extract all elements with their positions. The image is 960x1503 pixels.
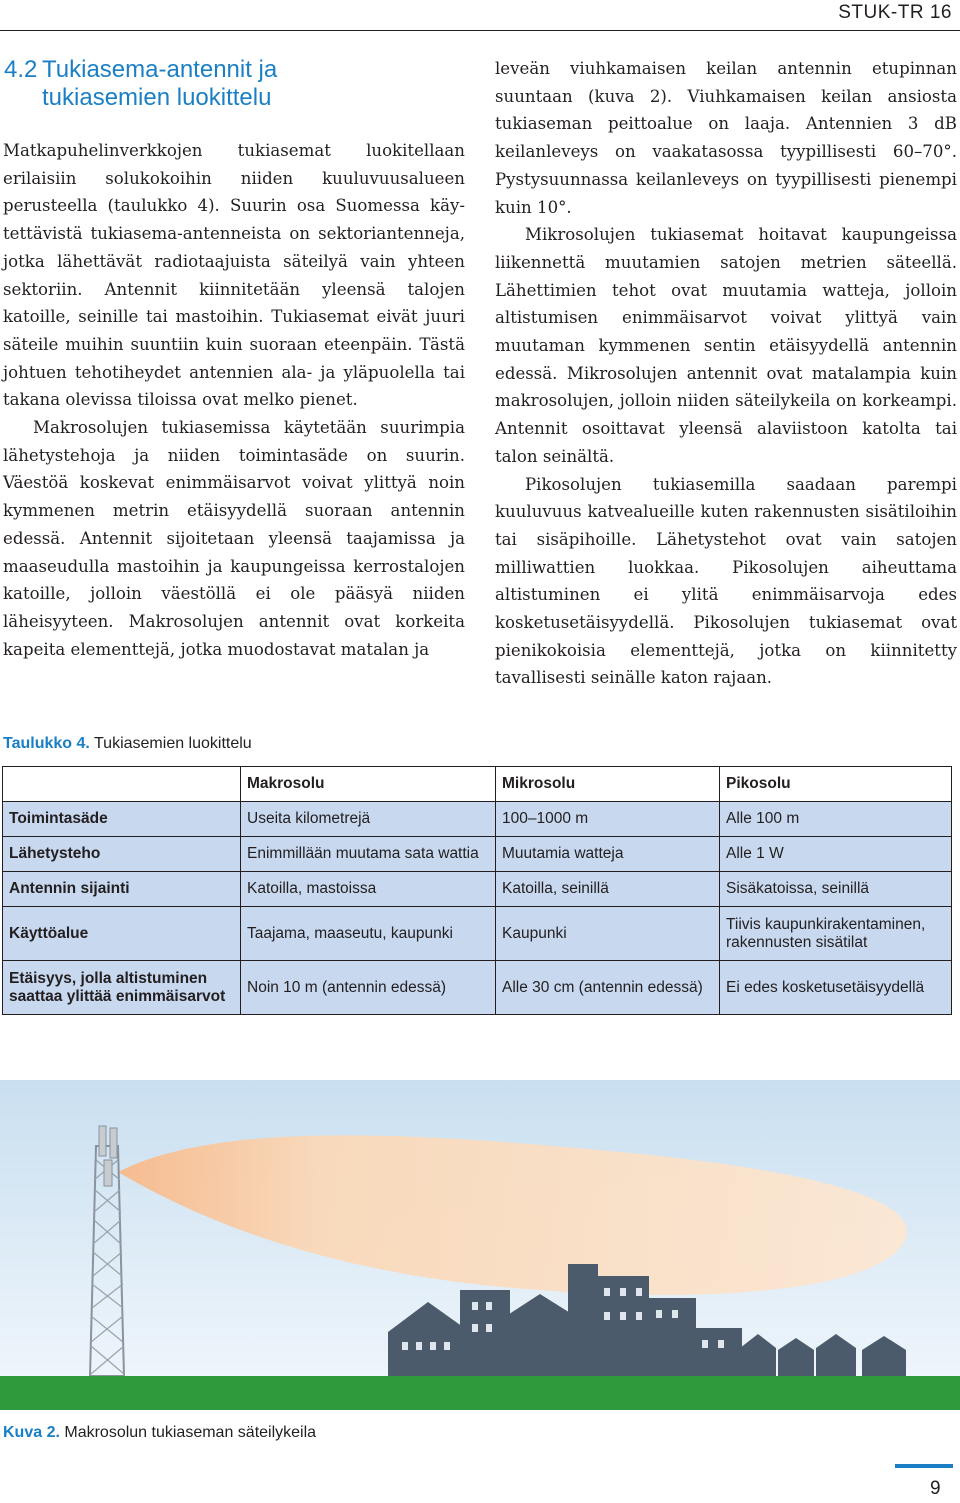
document-code: STUK-TR 16 bbox=[838, 2, 952, 23]
table-cell: Noin 10 m (antennin edessä) bbox=[241, 961, 496, 1015]
cell-classification-table bbox=[2, 766, 952, 1015]
table-cell: Taajama, maaseutu, kaupunki bbox=[241, 907, 496, 961]
figure-caption-text: Makrosolun tukiaseman säteilykeila bbox=[64, 1424, 317, 1441]
section-title-line1: Tukiasema-antennit ja bbox=[42, 56, 278, 83]
macro-cell-beam-illustration bbox=[0, 1080, 960, 1410]
table-cell: 100–1000 m bbox=[496, 802, 720, 837]
table-row-header: Etäisyys, jolla altistuminen saattaa ylittää enimmäisarvot bbox=[3, 961, 241, 1015]
paragraph: Pikosolujen tukiasemilla saadaan parempi kuuluvuus katvealueille kuten rakennusten sisätiloihin tai sisäpihoille. Lähetystehot ovat vain satojen milliwattien luokkaa. Pikosolujen aiheuttama altistuminen ei ylitä enimmäisarvoja edes kosketusetäisyydellä. Pikosolujen tukiasemat ovat pienikokoisia elementtejä, jotka on kiinnitetty tavallisesti seinälle katon rajaan. bbox=[495, 474, 957, 688]
table-row-header: Antennin sijainti bbox=[3, 872, 241, 907]
table-cell: Useita kilometrejä bbox=[241, 802, 496, 837]
table-cell: Kaupunki bbox=[496, 907, 720, 961]
paragraph: Mikrosolujen tukiasemat hoitavat kaupungeissa liikennettä muutamien satojen metrien säteellä. Lähettimien tehot ovat muutamia watteja, jolloin altistumisen enimmäisarvot voivat ylittyä vain muutaman kymmenen sentin etäisyydellä antennin edessä. Mikrosolujen antennit ovat matalampia kuin makrosolujen, jolloin niiden säteilykeila on korkeampi. Antennit osoittavat yleensä alaviistoon katolta tai talon seinältä. bbox=[495, 225, 957, 466]
ground bbox=[0, 1376, 960, 1410]
section-title bbox=[4, 56, 444, 112]
figure-caption-label: Kuva 2. bbox=[3, 1424, 60, 1441]
table-caption-label: Taulukko 4. bbox=[3, 735, 90, 752]
table-row-header: Lähetysteho bbox=[3, 837, 241, 872]
table-header-cell: Mikrosolu bbox=[496, 767, 720, 802]
section-title-line2: tukiasemien luokittelu bbox=[42, 84, 272, 111]
page-number-rule bbox=[895, 1464, 953, 1468]
table-cell: Alle 30 cm (antennin edessä) bbox=[496, 961, 720, 1015]
table-cell: Katoilla, seinillä bbox=[496, 872, 720, 907]
section-number: 4.2 bbox=[4, 56, 38, 83]
table-row bbox=[3, 872, 952, 907]
table-row-header: Toimintasäde bbox=[3, 802, 241, 837]
table-header-row bbox=[3, 767, 952, 802]
header-rule bbox=[0, 30, 960, 31]
table-row bbox=[3, 961, 952, 1015]
table-cell: Sisäkatoissa, seinillä bbox=[720, 872, 952, 907]
paragraph: Makrosolujen tukiasemissa käytetään suurimpia lähetystehoja ja niiden toimintasäde on suurin. Väestöä koskevat enimmäisarvot voivat ylittyä noin kymmenen metrin etäisyydellä suoraan antennin edessä. Antennit sijoitetaan yleensä taajamissa ja maaseudulla mastoihin ja kaupungeissa kerrostalojen katoille, jolloin väestöllä ei ole pääsyä niiden läheisyyteen. Makrosolujen antennit ovat korkeita kapeita elementtejä, jotka muodostavat matalan ja bbox=[3, 418, 465, 659]
table-cell: Alle 1 W bbox=[720, 837, 952, 872]
table-row bbox=[3, 907, 952, 961]
paragraph: Matkapuhelinverkkojen tukiasemat luokitellaan erilaisiin solukokoihin niiden kuuluvuusalueen perusteella (taulukko 4). Suurin osa Suomessa käytettävistä tukiasema-antenneista on sektoriantenneja, jotka lähettävät radiotaajuista säteilyä vain yhteen sektoriin. Antennit kiinnitetään yleensä talojen katoille, seinille tai mastoihin. Tukiasemat eivät juuri säteile muihin suuntiin kuin suoraan eteenpäin. Tästä johtuen tehotiheydet antennien ala- ja yläpuolella tai takana olevissa tiloissa ovat melko pienet. bbox=[3, 141, 465, 410]
paragraph: leveän viuhkamaisen keilan antennin etupinnan suuntaan (kuva 2). Viuhkamaisen keilan ansiosta tukiaseman peittoalue on laaja. Antennien 3 dB keilanleveys on vaakatasossa tyypillisesti 60–70°. Pystysuunnassa keilanleveys on tyypillisesti pienempi kuin 10°. bbox=[495, 59, 957, 217]
table-cell: Alle 100 m bbox=[720, 802, 952, 837]
table-cell: Ei edes kosketusetäisyydellä bbox=[720, 961, 952, 1015]
table-cell: Muutamia watteja bbox=[496, 837, 720, 872]
table-header-cell bbox=[3, 767, 241, 802]
table-header-cell: Pikosolu bbox=[720, 767, 952, 802]
table-header-cell: Makrosolu bbox=[241, 767, 496, 802]
right-column bbox=[495, 55, 957, 692]
table-caption bbox=[3, 735, 252, 753]
figure-caption bbox=[3, 1424, 316, 1442]
table-cell: Enimmillään muutama sata wattia bbox=[241, 837, 496, 872]
table-row-header: Käyttöalue bbox=[3, 907, 241, 961]
table-row bbox=[3, 837, 952, 872]
table-row bbox=[3, 802, 952, 837]
table-cell: Katoilla, mastoissa bbox=[241, 872, 496, 907]
table-cell: Tiivis kaupunkirakentaminen, rakennusten sisätilat bbox=[720, 907, 952, 961]
table-caption-text: Tukiasemien luokittelu bbox=[94, 735, 252, 752]
page-number: 9 bbox=[930, 1478, 941, 1499]
left-column bbox=[3, 137, 465, 663]
